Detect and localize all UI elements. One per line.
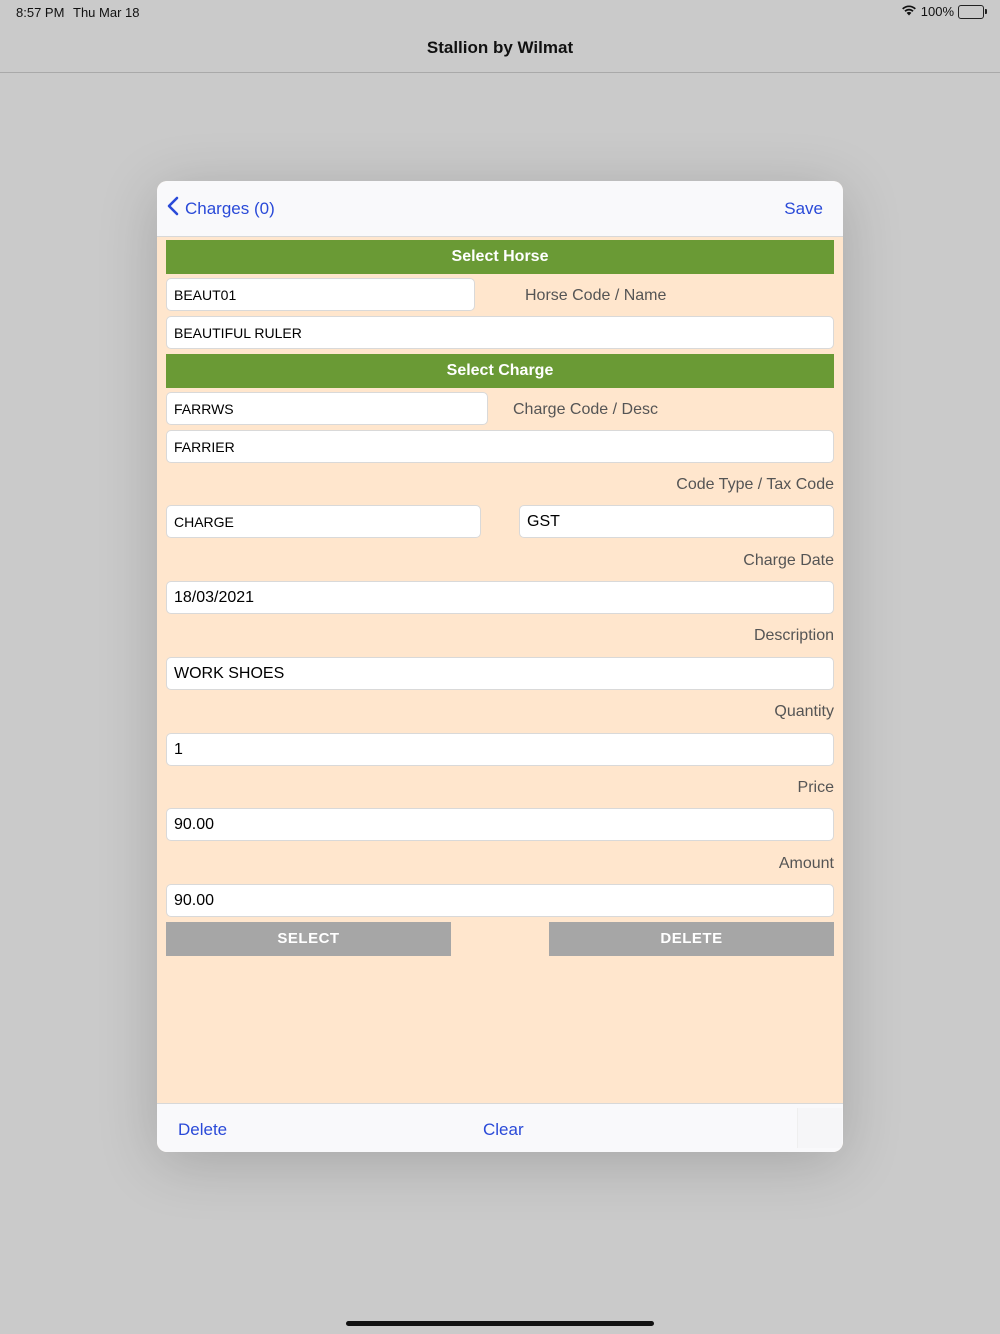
app-title: Stallion by Wilmat: [426, 38, 574, 57]
back-button-label: Charges (0): [185, 198, 275, 218]
select-horse-button[interactable]: Select Horse: [166, 240, 834, 274]
delete-button[interactable]: DELETE: [549, 922, 834, 956]
description-input[interactable]: [166, 657, 834, 690]
status-indicators: [901, 4, 984, 19]
charge-code-label: Charge Code / Desc: [513, 401, 658, 418]
battery-icon: [958, 5, 984, 19]
footer-blank-button[interactable]: [797, 1108, 842, 1148]
modal-header: [157, 181, 843, 237]
price-label: Price: [797, 779, 834, 796]
charge-desc-input[interactable]: [166, 430, 834, 463]
amount-input[interactable]: [166, 884, 834, 917]
select-button[interactable]: SELECT: [166, 922, 451, 956]
battery-percent: 100%: [920, 4, 954, 19]
status-bar: [0, 0, 1000, 24]
tax-code-input[interactable]: [519, 505, 834, 538]
back-to-charges-button[interactable]: [167, 196, 275, 221]
home-indicator[interactable]: [346, 1321, 654, 1326]
quantity-input[interactable]: [166, 733, 834, 766]
charge-code-input[interactable]: [166, 392, 488, 425]
status-date: Thu Mar 18: [73, 5, 140, 20]
wifi-icon: [901, 4, 917, 19]
charge-date-input[interactable]: [166, 581, 834, 614]
code-type-input[interactable]: [166, 505, 481, 538]
chevron-left-icon: [167, 196, 185, 221]
footer-delete-button[interactable]: Delete: [178, 1120, 228, 1139]
save-button[interactable]: Save: [784, 199, 823, 218]
app-nav-bar: [0, 24, 1000, 73]
modal-footer-toolbar: [157, 1103, 843, 1152]
horse-code-label: Horse Code / Name: [525, 287, 667, 304]
code-type-tax-label: Code Type / Tax Code: [676, 476, 834, 493]
price-input[interactable]: [166, 808, 834, 841]
footer-clear-button[interactable]: Clear: [483, 1120, 524, 1139]
horse-name-input[interactable]: [166, 316, 834, 349]
description-label: Description: [753, 627, 834, 644]
status-time: 8:57 PM: [16, 5, 65, 20]
select-charge-button[interactable]: Select Charge: [166, 354, 834, 388]
charge-date-label: Charge Date: [743, 552, 834, 569]
horse-code-input[interactable]: [166, 278, 475, 311]
charge-modal: [157, 181, 843, 1152]
quantity-label: Quantity: [774, 703, 834, 720]
amount-label: Amount: [778, 855, 834, 872]
